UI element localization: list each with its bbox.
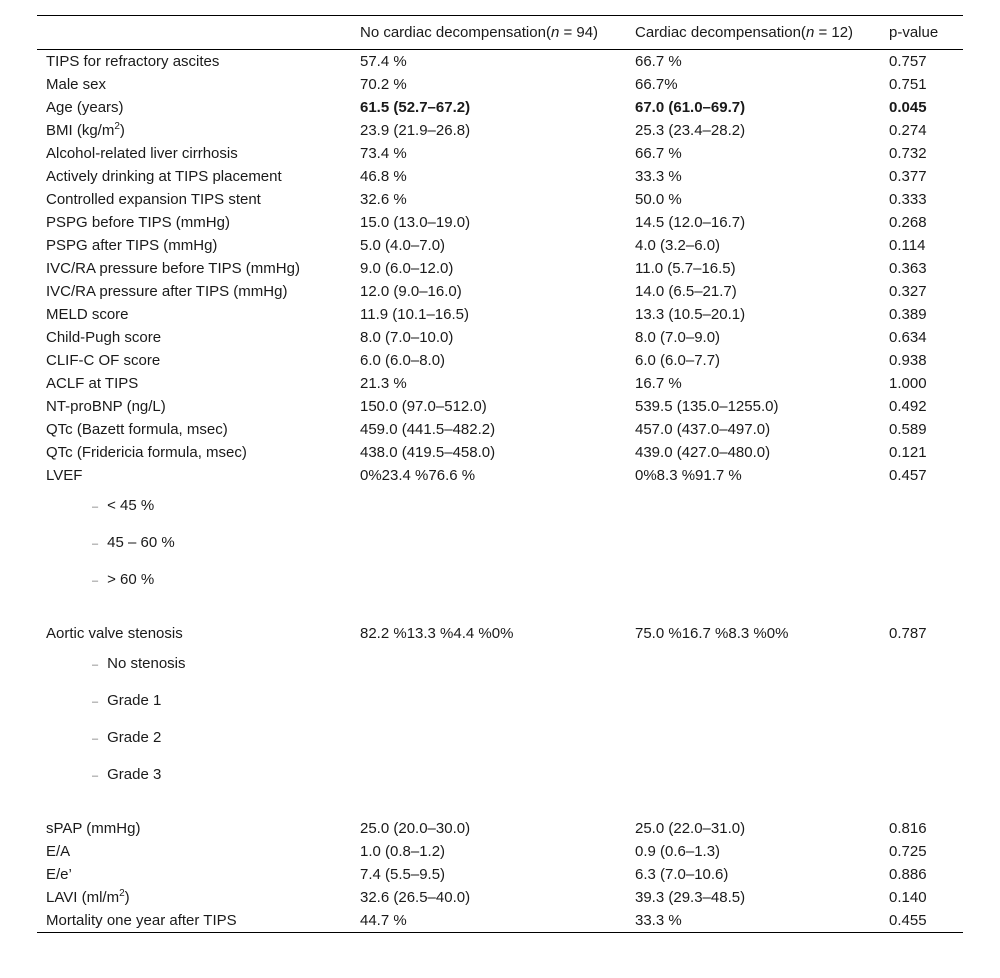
decomp-value: 50.0 % [635,191,682,208]
sub-row [37,756,963,793]
table-row [37,326,963,349]
no-decomp-value: 25.0 (20.0–30.0) [360,820,471,837]
sub-row [37,524,963,561]
row-label: LVEF [46,467,83,484]
no-decomp-value: 70.2 % [360,76,407,93]
p-value: 0.377 [889,168,927,185]
no-decomp-value: 32.6 % [360,191,407,208]
no-decomp-value: 6.0 (6.0–8.0) [360,352,446,369]
table-row [37,909,963,933]
row-label: Controlled expansion TIPS stent [46,191,261,208]
no-decomp-value: 21.3 % [360,375,407,392]
header-decomp: Cardiac decompensation(n = 12) [635,16,889,50]
p-value: 0.725 [889,843,927,860]
no-decomp-value: 9.0 (6.0–12.0) [360,260,454,277]
table-row [37,840,963,863]
avs-sub-item: – Grade 1 [92,692,162,709]
p-value: 0.751 [889,76,927,93]
no-decomp-value: 46.8 % [360,168,407,185]
decomp-value: 66.7% [635,76,678,93]
p-value: 0.274 [889,122,927,139]
row-label: BMI $(kg/m^2)$ [46,121,125,139]
table-row [37,119,963,142]
table-row [37,372,963,395]
dash-icon: – [92,575,99,587]
row-label: IVC/RA pressure after TIPS (mmHg) [46,283,288,300]
sub-row [37,645,963,682]
decomp-value: 39.3 (29.3–48.5) [635,889,746,906]
dash-icon: – [92,733,99,745]
row-label: ACLF at TIPS [46,375,139,392]
no-decomp-value: 23.9 (21.9–26.8) [360,122,471,139]
table-row [37,73,963,96]
no-decomp-value: 82.2 %13.3 %4.4 %0% [360,625,514,642]
no-decomp-value: 32.6 (26.5–40.0) [360,889,471,906]
table-row [37,349,963,372]
spacer-row [37,598,963,622]
no-decomp-value: 1.0 (0.8–1.2) [360,843,446,860]
sub-row [37,487,963,524]
row-label: E/A [46,843,71,860]
p-value: 0.045 [889,99,927,116]
p-value: 0.589 [889,421,927,438]
row-label: LAVI $(ml/m^2)$ [46,888,130,906]
avs-sub-item: – Grade 2 [92,729,162,746]
decomp-value: 0.9 (0.6–1.3) [635,843,721,860]
spacer-row [37,793,963,817]
p-value: 0.333 [889,191,927,208]
sub-row [37,719,963,756]
decomp-value: 539.5 (135.0–1255.0) [635,398,779,415]
p-value: 0.787 [889,625,927,642]
lvef-sub-item: – < 45 % [92,497,155,514]
p-value: 0.457 [889,467,927,484]
no-decomp-value: 150.0 (97.0–512.0) [360,398,487,415]
no-decomp-value: 438.0 (419.5–458.0) [360,444,496,461]
decomp-value: 14.5 (12.0–16.7) [635,214,746,231]
header-label [37,16,360,50]
table-row [37,441,963,464]
dash-icon: – [92,659,99,671]
table-row [37,188,963,211]
decomp-value: 16.7 % [635,375,682,392]
table-row [37,96,963,119]
table-row [37,211,963,234]
p-value: 0.492 [889,398,927,415]
dash-icon: – [92,538,99,550]
row-label: CLIF-C OF score [46,352,161,369]
row-label: Aortic valve stenosis [46,625,183,642]
decomp-value: 13.3 (10.5–20.1) [635,306,746,323]
no-decomp-value: 5.0 (4.0–7.0) [360,237,446,254]
row-label: MELD score [46,306,129,323]
p-value: 0.327 [889,283,927,300]
p-value: 0.732 [889,145,927,162]
table-row [37,622,963,645]
no-decomp-value: 7.4 (5.5–9.5) [360,866,446,883]
p-value: 0.140 [889,889,927,906]
p-value: 0.363 [889,260,927,277]
header-row [37,16,963,50]
dash-icon: – [92,770,99,782]
no-decomp-value: 12.0 (9.0–16.0) [360,283,462,300]
row-label: NT-proBNP (ng/L) [46,398,166,415]
no-decomp-value: 0%23.4 %76.6 % [360,467,476,484]
decomp-value: 67.0 (61.0–69.7) [635,99,746,116]
header-pvalue: p-value [889,16,963,50]
row-label: Male sex [46,76,107,93]
decomp-value: 439.0 (427.0–480.0) [635,444,771,461]
row-label: IVC/RA pressure before TIPS (mmHg) [46,260,300,277]
decomp-value: 25.0 (22.0–31.0) [635,820,746,837]
decomp-value: 6.0 (6.0–7.7) [635,352,721,369]
no-decomp-value: 8.0 (7.0–10.0) [360,329,454,346]
decomp-value: 33.3 % [635,909,889,933]
decomp-value: 66.7 % [635,53,682,70]
table-row [37,303,963,326]
no-decomp-value: 44.7 % [360,909,635,933]
row-label: E/e’ [46,866,72,883]
table-row [37,395,963,418]
table-row [37,50,963,74]
avs-sub-item: – Grade 3 [92,766,162,783]
row-label: Mortality one year after TIPS [37,909,360,933]
no-decomp-value: 61.5 (52.7–67.2) [360,99,471,116]
table-row [37,234,963,257]
table-row [37,165,963,188]
table-row [37,142,963,165]
decomp-value: 457.0 (437.0–497.0) [635,421,771,438]
decomp-value: 4.0 (3.2–6.0) [635,237,721,254]
decomp-value: 11.0 (5.7–16.5) [635,260,736,277]
p-value: 0.757 [889,53,927,70]
p-value: 0.938 [889,352,927,369]
row-label: sPAP (mmHg) [46,820,141,837]
row-label: Alcohol-related liver cirrhosis [46,145,238,162]
p-value: 0.816 [889,820,927,837]
decomp-value: 33.3 % [635,168,682,185]
avs-sub-item: – No stenosis [92,655,186,672]
row-label: QTc (Fridericia formula, msec) [46,444,247,461]
decomp-value: 0%8.3 %91.7 % [635,467,742,484]
lvef-sub-item: – > 60 % [92,571,155,588]
decomp-value: 6.3 (7.0–10.6) [635,866,729,883]
table-row [37,464,963,487]
decomp-value: 66.7 % [635,145,682,162]
no-decomp-value: 15.0 (13.0–19.0) [360,214,471,231]
row-label: Child-Pugh score [46,329,162,346]
dash-icon: – [92,696,99,708]
p-value: 0.886 [889,866,927,883]
header-no-decomp: No cardiac decompensation(n = 94) [360,16,635,50]
lvef-sub-item: – 45 – 60 % [92,534,175,551]
table-row [37,257,963,280]
sub-row [37,561,963,598]
p-value: 0.121 [889,444,927,461]
row-label: Actively drinking at TIPS placement [46,168,282,185]
dash-icon: – [92,501,99,513]
no-decomp-value: 11.9 (10.1–16.5) [360,306,469,323]
p-value: 1.000 [889,375,927,392]
decomp-value: 75.0 %16.7 %8.3 %0% [635,625,789,642]
p-value: 0.389 [889,306,927,323]
row-label: PSPG after TIPS (mmHg) [46,237,218,254]
table-row [37,863,963,886]
table-row [37,817,963,840]
p-value: 0.455 [889,909,963,933]
row-label: TIPS for refractory ascites [46,53,220,70]
decomp-value: 14.0 (6.5–21.7) [635,283,737,300]
no-decomp-value: 57.4 % [360,53,407,70]
row-label: QTc (Bazett formula, msec) [46,421,228,438]
sub-row [37,682,963,719]
no-decomp-value: 459.0 (441.5–482.2) [360,421,496,438]
table-row [37,280,963,303]
p-value: 0.114 [889,237,926,254]
decomp-value: 25.3 (23.4–28.2) [635,122,746,139]
row-label: Age (years) [46,99,124,116]
row-label: PSPG before TIPS (mmHg) [46,214,230,231]
p-value: 0.268 [889,214,927,231]
table-row [37,418,963,441]
p-value: 0.634 [889,329,927,346]
results-table [37,15,963,933]
table-row [37,886,963,909]
decomp-value: 8.0 (7.0–9.0) [635,329,721,346]
no-decomp-value: 73.4 % [360,145,407,162]
